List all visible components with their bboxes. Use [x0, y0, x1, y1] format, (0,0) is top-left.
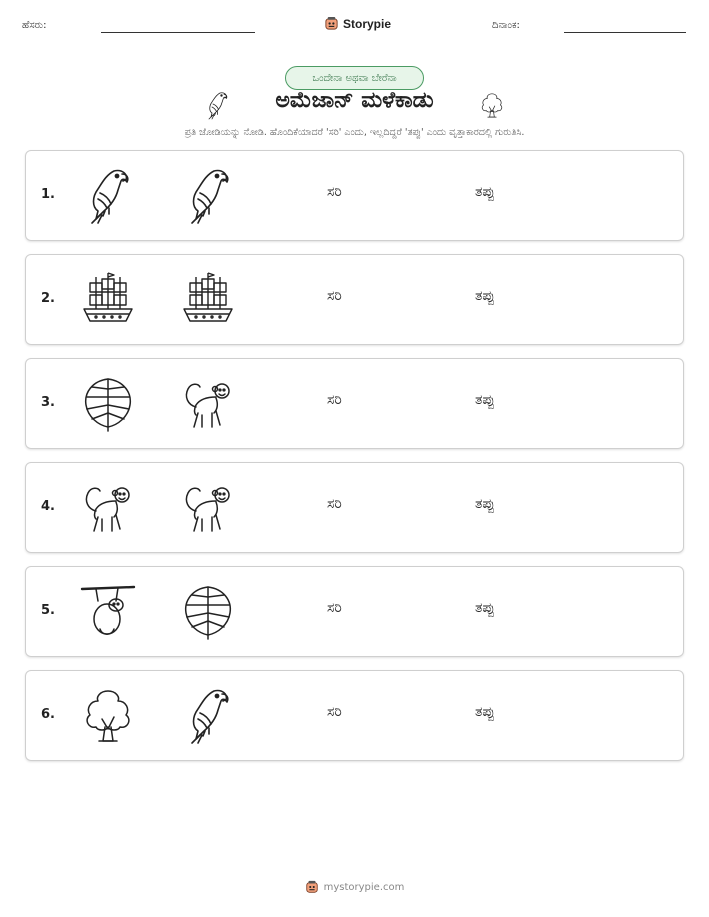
- monkey-icon: [178, 477, 238, 537]
- monkey-icon: [78, 477, 138, 537]
- header: [0, 16, 709, 40]
- parrot-icon: [78, 165, 138, 225]
- question-row: [25, 358, 684, 449]
- question-row: [25, 150, 684, 241]
- monkey-icon: [178, 373, 238, 433]
- tree-icon: [478, 90, 506, 120]
- worksheet-type-badge: ಒಂದೇನಾ ಅಥವಾ ಬೇರೆನಾ: [285, 66, 424, 90]
- ship-icon: [178, 269, 238, 329]
- sloth-icon: [78, 581, 138, 641]
- option-false[interactable]: ತಪ್ಪು: [475, 184, 495, 200]
- option-true[interactable]: ಸರಿ: [327, 704, 342, 720]
- question-number: 4.: [41, 499, 55, 514]
- footer: [0, 880, 709, 894]
- parrot-icon: [178, 165, 238, 225]
- question-row: [25, 670, 684, 761]
- storypie-logo-icon: [305, 880, 319, 894]
- question-number: 5.: [41, 603, 55, 618]
- monstera-leaf-icon: [78, 373, 138, 433]
- monstera-leaf-icon: [178, 581, 238, 641]
- name-label: ಹೆಸರು:: [22, 20, 47, 31]
- question-number: 3.: [41, 395, 55, 410]
- page-title: ಅಮೆಜಾನ್ ಮಳೆಕಾಡು: [275, 88, 434, 113]
- question-row: [25, 566, 684, 657]
- storypie-logo-icon: [324, 16, 339, 31]
- option-true[interactable]: ಸರಿ: [327, 392, 342, 408]
- option-true[interactable]: ಸರಿ: [327, 600, 342, 616]
- option-true[interactable]: ಸರಿ: [327, 288, 342, 304]
- question-number: 2.: [41, 291, 55, 306]
- date-line: [564, 32, 686, 33]
- option-false[interactable]: ತಪ್ಪು: [475, 704, 495, 720]
- brand-name: Storypie: [343, 16, 392, 31]
- brand-logo: [324, 16, 391, 31]
- parrot-icon: [178, 685, 238, 745]
- question-row: [25, 254, 684, 345]
- question-number: 6.: [41, 707, 55, 722]
- option-true[interactable]: ಸರಿ: [327, 496, 342, 512]
- instructions: ಪ್ರತಿ ಜೋಡಿಯನ್ನು ನೋಡಿ. ಹೊಂದಿಕೆಯಾದರೆ 'ಸರಿ' ಎಂದು, ಇಲ್ಲದಿದ್ದರೆ 'ತಪ್ಪು' ಎಂದು ವೃತ್ತಾಕಾರದಲ್ಲಿ ಗುರುತಿಸಿ.: [184, 127, 525, 138]
- option-false[interactable]: ತಪ್ಪು: [475, 496, 495, 512]
- option-true[interactable]: ಸರಿ: [327, 184, 342, 200]
- footer-url: mystorypie.com: [323, 881, 405, 893]
- name-line: [101, 32, 255, 33]
- ship-icon: [78, 269, 138, 329]
- option-false[interactable]: ತಪ್ಪು: [475, 600, 495, 616]
- date-label: ದಿನಾಂಕ:: [492, 20, 520, 31]
- question-row: [25, 462, 684, 553]
- option-false[interactable]: ತಪ್ಪು: [475, 288, 495, 304]
- option-false[interactable]: ತಪ್ಪು: [475, 392, 495, 408]
- question-number: 1.: [41, 187, 55, 202]
- tree-icon: [78, 685, 138, 745]
